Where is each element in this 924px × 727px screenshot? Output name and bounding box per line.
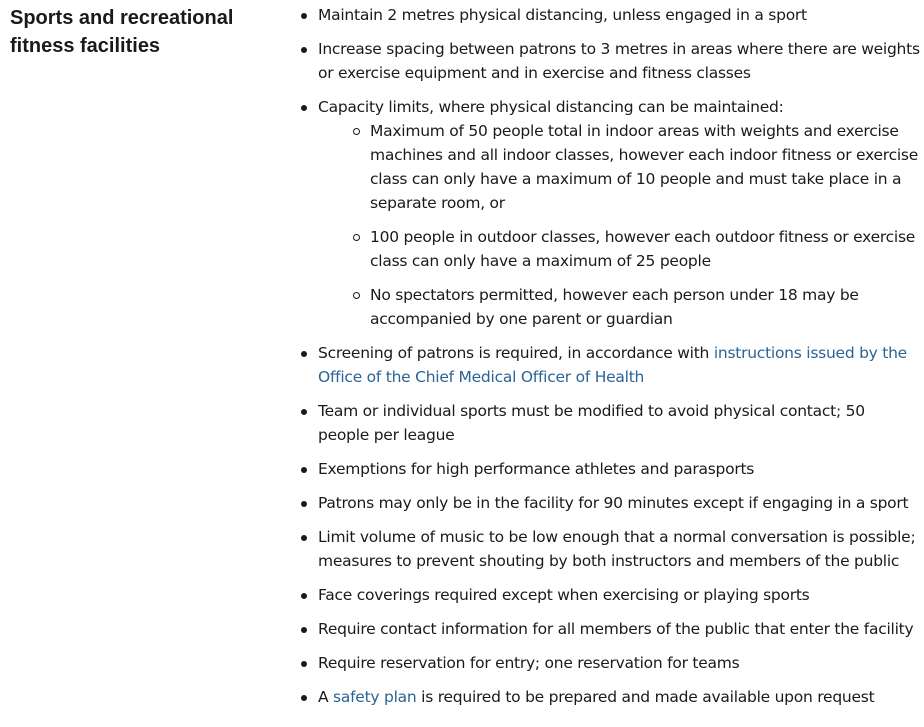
safety-plan-link[interactable]: safety plan [333, 688, 417, 706]
list-item-exemptions: Exemptions for high performance athletes and parasports [300, 457, 920, 481]
capacity-intro: Capacity limits, where physical distancing can be maintained: [318, 98, 784, 116]
section-heading: Sports and recreational fitness facilities [10, 7, 234, 57]
list-item-spacing: Increase spacing between patrons to 3 metres in areas where there are weights or exercise equipment and in exercise and fitness classes [300, 37, 920, 85]
row-header-cell [10, 4, 280, 60]
safety-plan-suffix: is required to be prepared and made available upon request [416, 688, 875, 706]
list-item-contact-info: Require contact information for all members of the public that enter the facility [300, 617, 920, 641]
cmoh-instructions-link[interactable]: instructions issued by the Office of the Chief Medical Officer of Health [318, 344, 907, 386]
list-item-face-coverings: Face coverings required except when exercising or playing sports [300, 583, 920, 607]
list-item-distancing: Maintain 2 metres physical distancing, unless engaged in a sport [300, 3, 920, 27]
list-item-safety-plan [300, 685, 920, 709]
safety-plan-prefix: A [318, 688, 334, 706]
screening-text: Screening of patrons is required, in accordance with [318, 344, 714, 362]
list-item-music: Limit volume of music to be low enough that a normal conversation is possible; measures to prevent shouting by both instructors and members of the public [300, 525, 920, 573]
row-content-cell [300, 3, 920, 719]
requirements-list [300, 3, 920, 709]
sublist-item-outdoor: 100 people in outdoor classes, however each outdoor fitness or exercise class can only have a maximum of 25 people [370, 225, 920, 273]
list-item-capacity [300, 95, 920, 331]
list-item-team-sports: Team or individual sports must be modified to avoid physical contact; 50 people per league [300, 399, 920, 447]
list-item-time-limit: Patrons may only be in the facility for 90 minutes except if engaging in a sport [300, 491, 920, 515]
capacity-sublist [318, 119, 920, 331]
list-item-reservation: Require reservation for entry; one reservation for teams [300, 651, 920, 675]
list-item-screening [300, 341, 920, 389]
sublist-item-spectators: No spectators permitted, however each person under 18 may be accompanied by one parent or guardian [370, 283, 920, 331]
sublist-item-indoor: Maximum of 50 people total in indoor areas with weights and exercise machines and all indoor classes, however each indoor fitness or exercise class can only have a maximum of 10 people and must take place in a separate room, or [370, 119, 920, 215]
